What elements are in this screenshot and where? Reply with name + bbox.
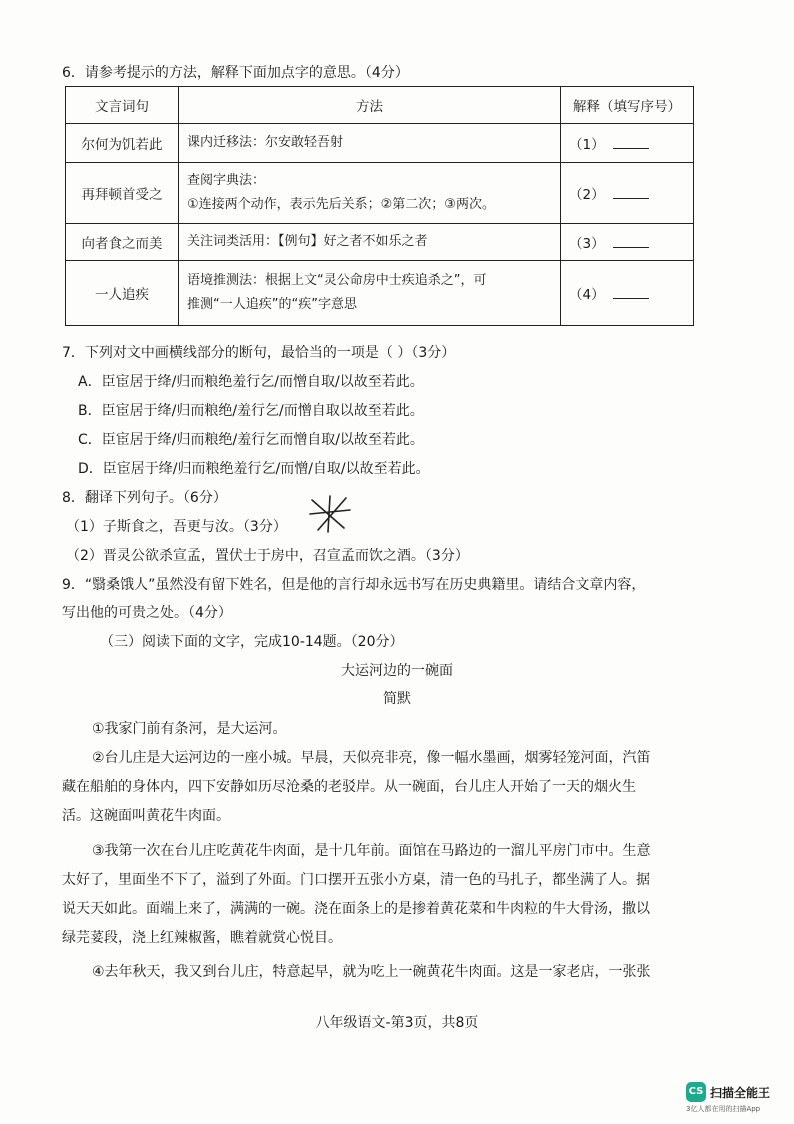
watermark-subtitle: 3亿人都在用的扫描App (686, 1105, 761, 1113)
watermark-title: 扫描全能王 (710, 1086, 771, 1100)
table-row (66, 163, 694, 224)
method-line: 关注词类活用：【例句】好之者不如乐之者 (187, 234, 428, 249)
question-7-option-c[interactable]: C．臣宦居于绛/归而粮绝/羞行乞而憎自取/以故至若此。 (78, 432, 424, 448)
table-cell-method (179, 224, 561, 261)
article-paragraph-2-line: 活。这碗面叫黄花牛肉面。 (62, 808, 230, 824)
table-cell-answer (561, 124, 694, 163)
table-header-method: 方法 (179, 87, 561, 124)
table-cell-phrase: 一人追疾 (66, 261, 179, 326)
article-paragraph-3-line: 绿芫荽段，浇上红辣椒酱，瞧着就赏心悦目。 (62, 930, 342, 946)
table-header-answer: 解释（填写序号） (561, 87, 694, 124)
article-paragraph-1: ①我家门前有条河，是大运河。 (92, 721, 287, 737)
table-cell-method (179, 261, 561, 326)
table-cell-method (179, 163, 561, 224)
question-6-stem: 6．请参考提示的方法，解释下面加点字的意思。（4分） (62, 65, 409, 81)
method-line: 推测“一人追疾”的“疾”字意思 (187, 297, 357, 312)
answer-blank[interactable] (613, 186, 649, 199)
article-paragraph-3-line: 说天天如此。面端上来了，满满的一碗。浇在面条上的是掺着黄花菜和牛肉粒的牛大骨汤，撒以 (62, 901, 650, 917)
answer-blank[interactable] (613, 286, 649, 299)
answer-number: （4） (569, 287, 605, 303)
answer-blank[interactable] (613, 235, 649, 248)
article-paragraph-3-line: ③我第一次在台儿庄吃黄花牛肉面，是十几年前。面馆在马路边的一溜儿平房门市中。生意 (92, 843, 651, 859)
question-7-option-d[interactable]: D．臣宦居于绛/归而粮绝羞行乞/而憎/自取/以故至若此。 (78, 461, 430, 477)
table-cell-phrase: 尔何为饥若此 (66, 124, 179, 163)
table-header-row (66, 87, 694, 124)
table-row (66, 224, 694, 261)
article-author: 简默 (383, 691, 411, 707)
answer-number: （2） (569, 187, 605, 203)
method-line: 语境推测法：根据上文“灵公命房中士疾追杀之”，可 (187, 273, 487, 288)
table-cell-answer (561, 261, 694, 326)
table-cell-phrase: 再拜顿首受之 (66, 163, 179, 224)
table-row (66, 261, 694, 326)
question-6-table (65, 86, 694, 326)
method-line: ①连接两个动作，表示先后关系；②第二次；③两次。 (187, 197, 495, 212)
question-8-stem: 8．翻译下列句子。（6分） (62, 490, 227, 506)
question-9-line-2: 写出他的可贵之处。（4分） (62, 605, 232, 621)
table-cell-method (179, 124, 561, 163)
question-8-item-2: （2）晋灵公欲杀宣孟，置伏士于房中，召宣孟而饮之酒。（3分） (66, 548, 469, 564)
camscanner-logo-icon: CS (686, 1082, 706, 1102)
table-cell-phrase: 向者食之而美 (66, 224, 179, 261)
question-8-item-1: （1）子斯食之，吾更与汝。（3分） (66, 519, 287, 535)
answer-number: （3） (569, 236, 605, 252)
question-7-stem: 7．下列对文中画横线部分的断句，最恰当的一项是（ ）（3分） (62, 345, 456, 361)
page-footer: 八年级语文-第3页，共8页 (315, 1015, 479, 1031)
table-row (66, 124, 694, 163)
table-header-phrase: 文言词句 (66, 87, 179, 124)
question-7-option-a[interactable]: A．臣宦居于绛/归而粮绝羞行乞/而憎自取/以故至若此。 (78, 374, 424, 390)
answer-number: （1） (569, 137, 605, 153)
question-9-line-1: 9．“翳桑饿人”虽然没有留下姓名，但是他的言行却永远书写在历史典籍里。请结合文章内容， (62, 577, 646, 593)
article-title: 大运河边的一碗面 (341, 663, 453, 679)
article-paragraph-2-line: 藏在船舶的身体内，四下安静如历尽沧桑的老驳岸。从一碗面，台儿庄人开始了一天的烟火生 (62, 779, 636, 795)
method-line: 课内迁移法：尔安敢轻吾射 (187, 135, 344, 150)
article-paragraph-2-line: ②台儿庄是大运河边的一座小城。早晨，天似亮非亮，像一幅水墨画，烟雾轻笼河面，汽笛 (92, 750, 651, 766)
question-7-option-b[interactable]: B．臣宦居于绛/归而粮绝/羞行乞/而憎自取以故至若此。 (78, 403, 424, 419)
section-3-heading: （三）阅读下面的文字，完成10-14题。（20分） (100, 634, 404, 650)
article-paragraph-3-line: 太好了，里面坐不下了，溢到了外面。门口摆开五张小方桌，清一色的马扎子，都坐满了人。据 (62, 872, 650, 888)
article-paragraph-4-line: ④去年秋天，我又到台儿庄，特意起早，就为吃上一碗黄花牛肉面。这是一家老店，一张张 (92, 964, 651, 980)
table-cell-answer (561, 163, 694, 224)
pen-scribble-icon (306, 494, 354, 534)
answer-blank[interactable] (613, 136, 649, 149)
method-line: 查阅字典法： (187, 173, 266, 188)
table-cell-answer (561, 224, 694, 261)
